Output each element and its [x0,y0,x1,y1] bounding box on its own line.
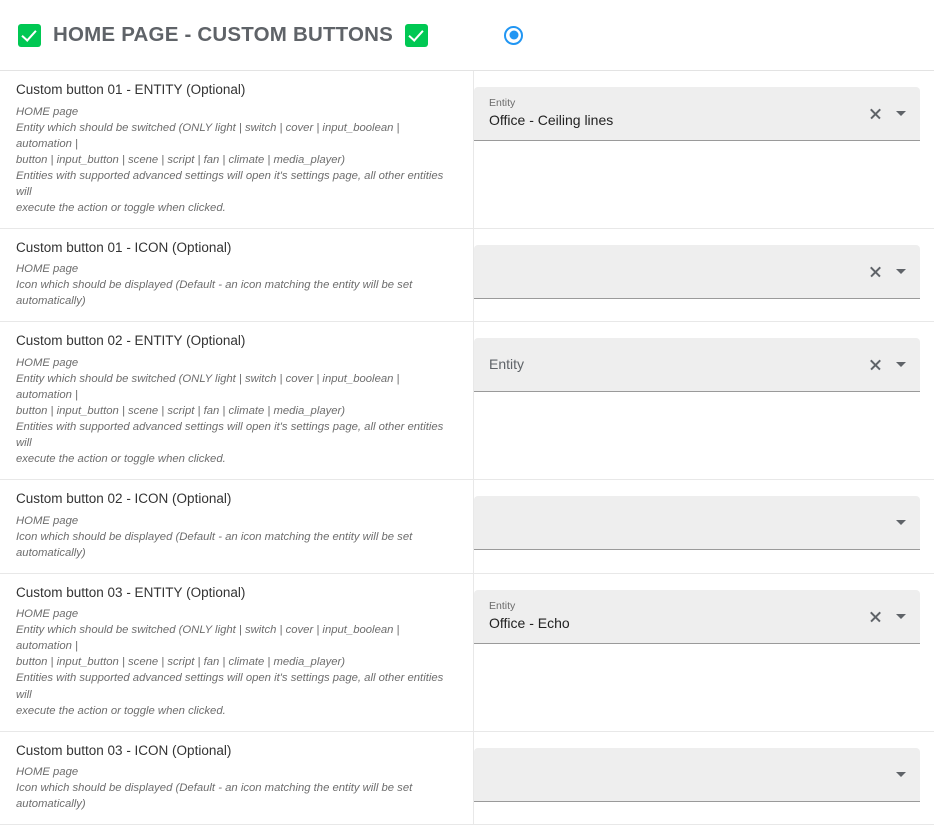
row-description-line: button | input_button | scene | script | fan | climate | media_player) [16,405,346,418]
row-description-line: Entities with supported advanced settings will open it's settings page, all other entities will [16,169,444,198]
row-title: Custom button 01 - ICON (Optional) [16,239,232,255]
row-description-area [0,322,474,479]
settings-row-list [0,71,934,825]
clear-icon[interactable] [869,358,882,371]
row-description-line: Icon which should be displayed (Default - an icon matching the entity will be set [16,279,413,292]
field-icon-group [896,772,912,777]
entity-select-field[interactable] [474,748,920,802]
field-value[interactable]: Office - Ceiling lines [489,112,614,129]
row-title: Custom button 02 - ICON (Optional) [16,491,232,507]
row-description-line: Entity which should be switched (ONLY light | switch | cover | input_boolean | automation | [16,624,400,653]
field-placeholder[interactable]: Entity [489,356,525,373]
entity-select-field[interactable] [474,590,920,644]
field-value[interactable]: Office - Echo [489,614,570,631]
row-description-line: HOME page [16,356,79,369]
row-description-line: HOME page [16,514,79,527]
row-description-line: button | input_button | scene | script | fan | climate | media_player) [16,656,346,669]
chevron-down-icon[interactable] [896,362,906,367]
row-control-area [474,732,934,825]
chevron-down-icon[interactable] [896,111,906,116]
entity-select-field[interactable] [474,496,920,550]
row-description-area [0,480,474,573]
row-description-line: HOME page [16,105,79,118]
clear-icon[interactable] [869,107,882,120]
row-description [16,764,457,812]
row-description [16,261,457,309]
row-control-area [474,322,934,479]
row-title: Custom button 01 - ENTITY (Optional) [16,82,246,97]
chevron-down-icon[interactable] [896,614,906,619]
settings-row [0,71,934,229]
row-title: Custom button 03 - ENTITY (Optional) [16,584,246,600]
row-description-line: HOME page [16,263,79,276]
settings-row [0,732,934,825]
field-icon-group [869,610,912,623]
field-text-stack [489,97,869,129]
field-icon-group [869,265,912,278]
settings-row [0,574,934,732]
clear-icon[interactable] [869,265,882,278]
row-description-line: Entities with supported advanced settings will open it's settings page, all other entities will [16,421,444,450]
row-description [16,355,457,467]
row-description-line: Entity which should be switched (ONLY light | switch | cover | input_boolean | automation | [16,121,400,150]
field-text-stack [489,600,869,632]
radio-selected-icon[interactable] [504,26,523,45]
row-description-line: HOME page [16,608,79,621]
chevron-down-icon[interactable] [896,269,906,274]
entity-select-field[interactable] [474,338,920,392]
field-icon-group [869,358,912,371]
row-description-line: execute the action or toggle when clicked. [16,704,226,717]
row-description [16,104,457,216]
row-description-line: automatically) [16,798,86,811]
row-title: Custom button 03 - ICON (Optional) [16,742,232,758]
row-control-area [474,480,934,573]
row-description-area [0,574,474,731]
settings-row [0,229,934,323]
row-description-area [0,229,474,322]
row-control-area [474,229,934,322]
row-description [16,606,457,718]
chevron-down-icon[interactable] [896,520,906,525]
row-description-line: HOME page [16,766,79,779]
row-description-line: Entity which should be switched (ONLY light | switch | cover | input_boolean | automation | [16,372,400,402]
check-square-icon-left [18,24,41,47]
header-radio-group[interactable] [504,26,523,45]
row-title: Custom button 02 - ENTITY (Optional) [16,333,246,349]
chevron-down-icon[interactable] [896,772,906,777]
row-description-area [0,71,474,228]
field-label: Entity [489,97,516,110]
row-description-line: automatically) [16,295,86,308]
settings-row [0,480,934,574]
row-description-area [0,732,474,825]
check-square-icon-right [405,24,428,47]
clear-icon[interactable] [869,610,882,623]
entity-select-field[interactable] [474,87,920,141]
row-control-area [474,574,934,731]
field-label: Entity [489,600,516,613]
row-control-area [474,71,934,228]
row-description [16,513,457,561]
page-header [0,0,934,71]
settings-row [0,322,934,480]
field-text-stack [489,356,869,374]
entity-select-field[interactable] [474,245,920,299]
row-description-line: execute the action or toggle when clicked. [16,201,226,214]
row-description-line: button | input_button | scene | script | fan | climate | media_player) [16,153,346,166]
page-title: HOME PAGE - CUSTOM BUTTONS [53,23,394,46]
row-description-line: automatically) [16,546,86,559]
row-description-line: Icon which should be displayed (Default - an icon matching the entity will be set [16,530,413,543]
field-icon-group [896,520,912,525]
row-description-line: execute the action or toggle when clicked. [16,453,226,466]
field-icon-group [869,107,912,120]
row-description-line: Icon which should be displayed (Default - an icon matching the entity will be set [16,782,413,795]
row-description-line: Entities with supported advanced settings will open it's settings page, all other entities will [16,672,444,701]
